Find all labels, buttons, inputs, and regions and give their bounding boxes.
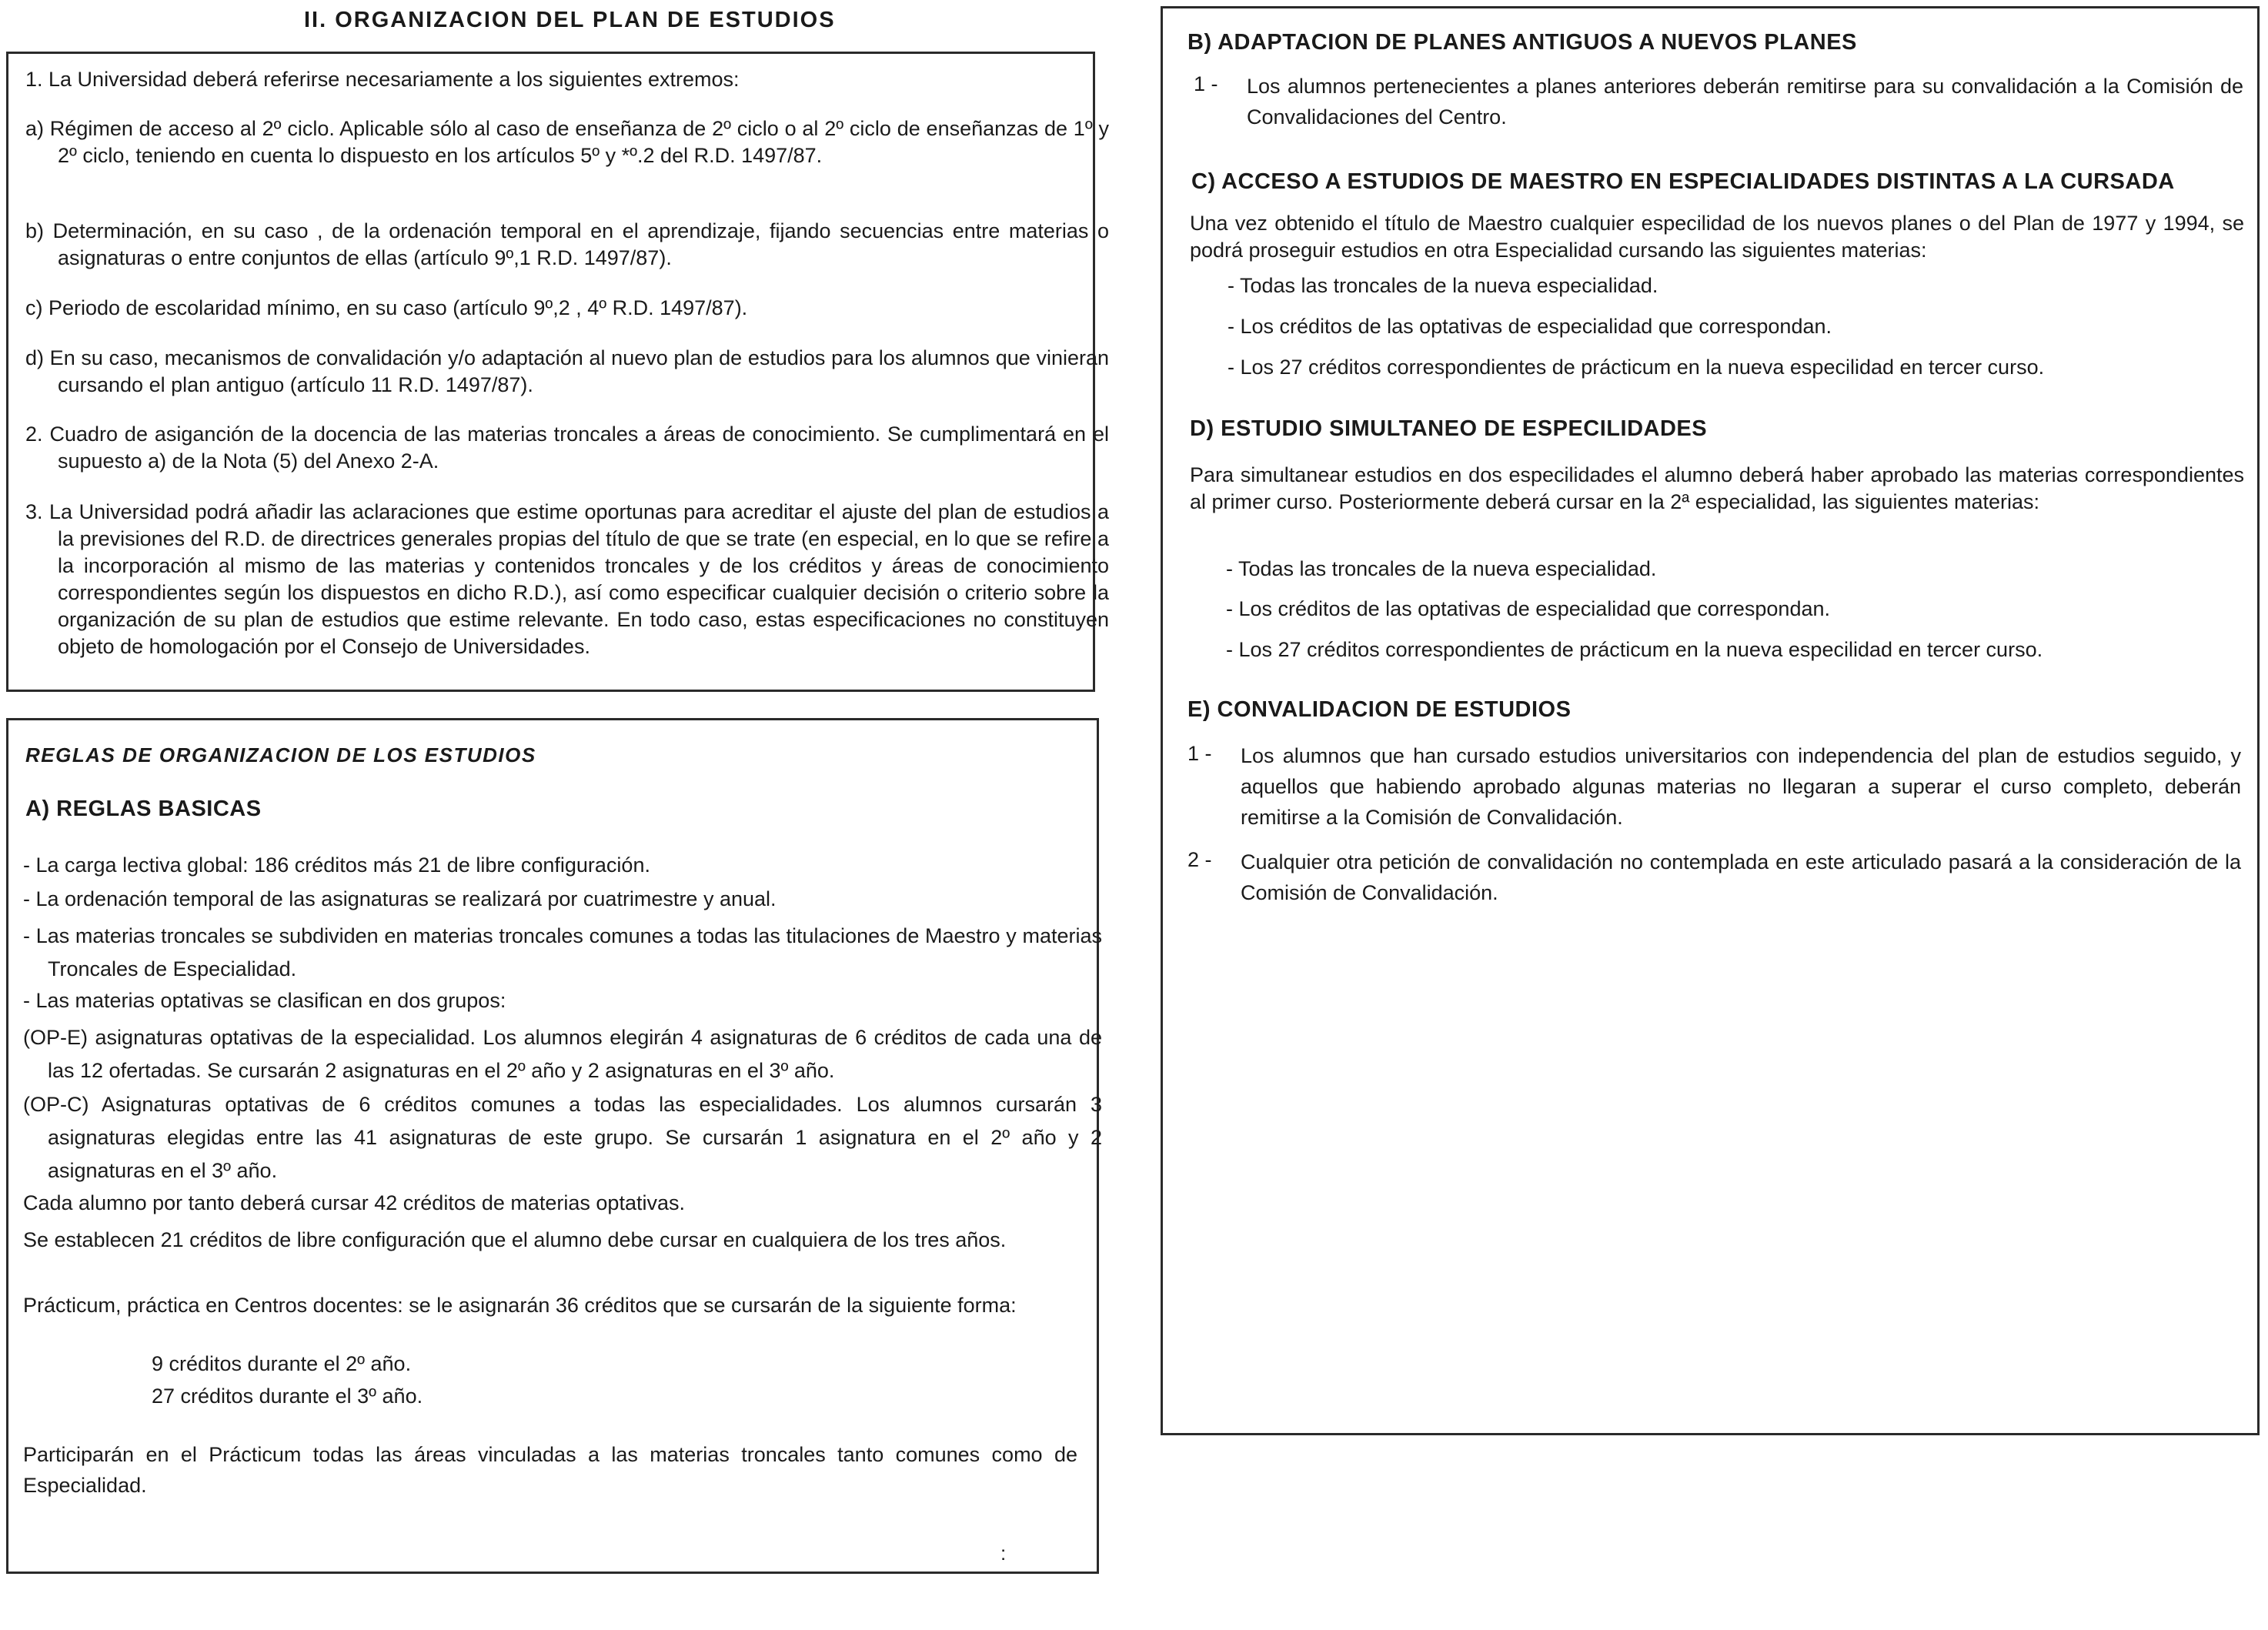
practicum-year-2: 9 créditos durante el 2º año. [152,1352,412,1375]
rule-libre-config: Se establecen 21 créditos de libre configuración que el alumno debe cursar en cualquiera de los tres años. [23,1228,1007,1251]
rule-practicum: Prácticum, práctica en Centros docentes: se le asignarán 36 créditos que se cursarán de la siguiente forma: [23,1294,1017,1317]
item-3: 3. La Universidad podrá añadir las aclaraciones que estime oportunas para acreditar el ajuste del plan de estudios a la previsiones del R.D. de directrices generales propias del título de que se trate (en especial, en lo que se refire a la incorporación al mismo de las materias y contenidos troncales y de los créditos y áreas de conocimiento correspondientes según los dispuestos en dicho R.D.), así como especificar cualquier decisión o criterio sobre la organización de su plan de estudios que estime relevante. En todo caso, estas especificaciones no constituyen objeto de homologación por el Consejo de Universidades. [25,500,1109,658]
access-heading: C) ACCESO A ESTUDIOS DE MAESTRO EN ESPECIALIDADES DISTINTAS A LA CURSADA [1191,169,2175,194]
convalidation-text-1: Los alumnos que han cursado estudios universitarios con independencia del plan de estudios seguido, y aquellos que habiendo aprobado algunas materias no llegaran a superar el curso completo, deberán remitirse a la Comisión de Convalidación. [1241,744,2241,829]
access-item-troncales: - Todas las troncales de la nueva especialidad. [1228,274,1658,297]
convalidation-heading: E) CONVALIDACION DE ESTUDIOS [1187,697,1572,722]
rules-heading: REGLAS DE ORGANIZACION DE LOS ESTUDIOS [25,743,536,767]
access-item-optativas: - Los créditos de las optativas de especialidad que correspondan. [1228,315,1832,338]
access-item-practicum: - Los 27 créditos correspondientes de prácticum en la nueva especilidad en tercer curso. [1228,356,2045,379]
item-a: a) Régimen de acceso al 2º ciclo. Aplicable sólo al caso de enseñanza de 2º ciclo o al 2º ciclo de enseñanzas de 1º y 2º ciclo, teniendo en cuenta lo dispuesto en los artículos 5º y *º.2 del R.D. 1497/87. [25,117,1109,167]
item-d: d) En su caso, mecanismos de convalidación y/o adaptación al nuevo plan de estudios para los alumnos que vinieran cursando el plan antiguo (artículo 11 R.D. 1497/87). [25,346,1109,396]
simultaneous-text: Para simultanear estudios en dos especilidades el alumno deberá haber aprobado las materias correspondientes al primer curso. Posteriormente deberá cursar en la 2ª especialidad, las siguientes materias: [1190,463,2244,513]
section-title: II. ORGANIZACION DEL PLAN DE ESTUDIOS [304,8,836,32]
rule-op-c: (OP-C) Asignaturas optativas de 6 créditos comunes a todas las especialidades. Los alumnos cursarán 3 asignaturas elegidas entre las 41 asignaturas de este grupo. Se cursarán 1 asignatura en el 2º año y 2 asignaturas en el 3º año. [23,1093,1102,1182]
rule-temporal-order: - La ordenación temporal de las asignaturas se realizará por cuatrimestre y anual. [23,887,777,910]
adaptation-text: Los alumnos pertenecientes a planes anteriores deberán remitirse para su convalidación a la Comisión de Convalidaciones del Centro. [1247,75,2243,129]
simultaneous-item-optativas: - Los créditos de las optativas de especialidad que correspondan. [1226,597,1830,620]
stray-mark: : [1000,1541,1007,1565]
simultaneous-item-practicum: - Los 27 créditos correspondientes de prácticum en la nueva especilidad en tercer curso. [1226,638,2043,661]
rule-optativas-total: Cada alumno por tanto deberá cursar 42 créditos de materias optativas. [23,1191,685,1214]
simultaneous-heading: D) ESTUDIO SIMULTANEO DE ESPECILIDADES [1190,416,1708,441]
item-b: b) Determinación, en su caso , de la ordenación temporal en el aprendizaje, fijando secuencias entre materias o asignaturas o entre conjuntos de ellas (artículo 9º,1 R.D. 1497/87). [25,219,1109,269]
rule-optativas: - Las materias optativas se clasifican en dos grupos: [23,989,506,1012]
item-2: 2. Cuadro de asiganción de la docencia de las materias troncales a áreas de conocimiento. Se cumplimentará en el supuesto a) de la Nota (5) del Anexo 2-A. [25,423,1109,473]
convalidation-number-2: 2 - [1187,848,1212,871]
convalidation-number-1: 1 - [1187,742,1212,765]
rule-global-load: - La carga lectiva global: 186 créditos más 21 de libre configuración. [23,853,650,877]
intro-paragraph: 1. La Universidad deberá referirse necesariamente a los siguientes extremos: [25,68,740,91]
rule-troncales: - Las materias troncales se subdividen en materias troncales comunes a todas las titulaciones de Maestro y materias Troncales de Especialidad. [23,924,1102,980]
basic-rules-heading: A) REGLAS BASICAS [25,797,262,821]
convalidation-text-2: Cualquier otra petición de convalidación no contemplada en este articulado pasará a la consideración de la Comisión de Convalidación. [1241,850,2241,904]
adaptation-number: 1 - [1194,72,1218,95]
access-text: Una vez obtenido el título de Maestro cualquier especilidad de los nuevos planes o del Plan de 1977 y 1994, se podrá proseguir estudios en otra Especialidad cursando las siguientes materias: [1190,212,2244,262]
practicum-year-3: 27 créditos durante el 3º año. [152,1384,423,1408]
simultaneous-item-troncales: - Todas las troncales de la nueva especialidad. [1226,557,1657,580]
rule-practicum-areas: Participarán en el Prácticum todas las áreas vinculadas a las materias troncales tanto comunes como de Especialidad. [23,1443,1077,1497]
adaptation-heading: B) ADAPTACION DE PLANES ANTIGUOS A NUEVOS PLANES [1187,30,1857,55]
rule-op-e: (OP-E) asignaturas optativas de la especialidad. Los alumnos elegirán 4 asignaturas de 6 créditos de cada una de las 12 ofertadas. Se cursarán 2 asignaturas en el 2º año y 2 asignaturas en el 3º año. [23,1026,1102,1082]
item-c: c) Periodo de escolaridad mínimo, en su caso (artículo 9º,2 , 4º R.D. 1497/87). [25,296,748,319]
